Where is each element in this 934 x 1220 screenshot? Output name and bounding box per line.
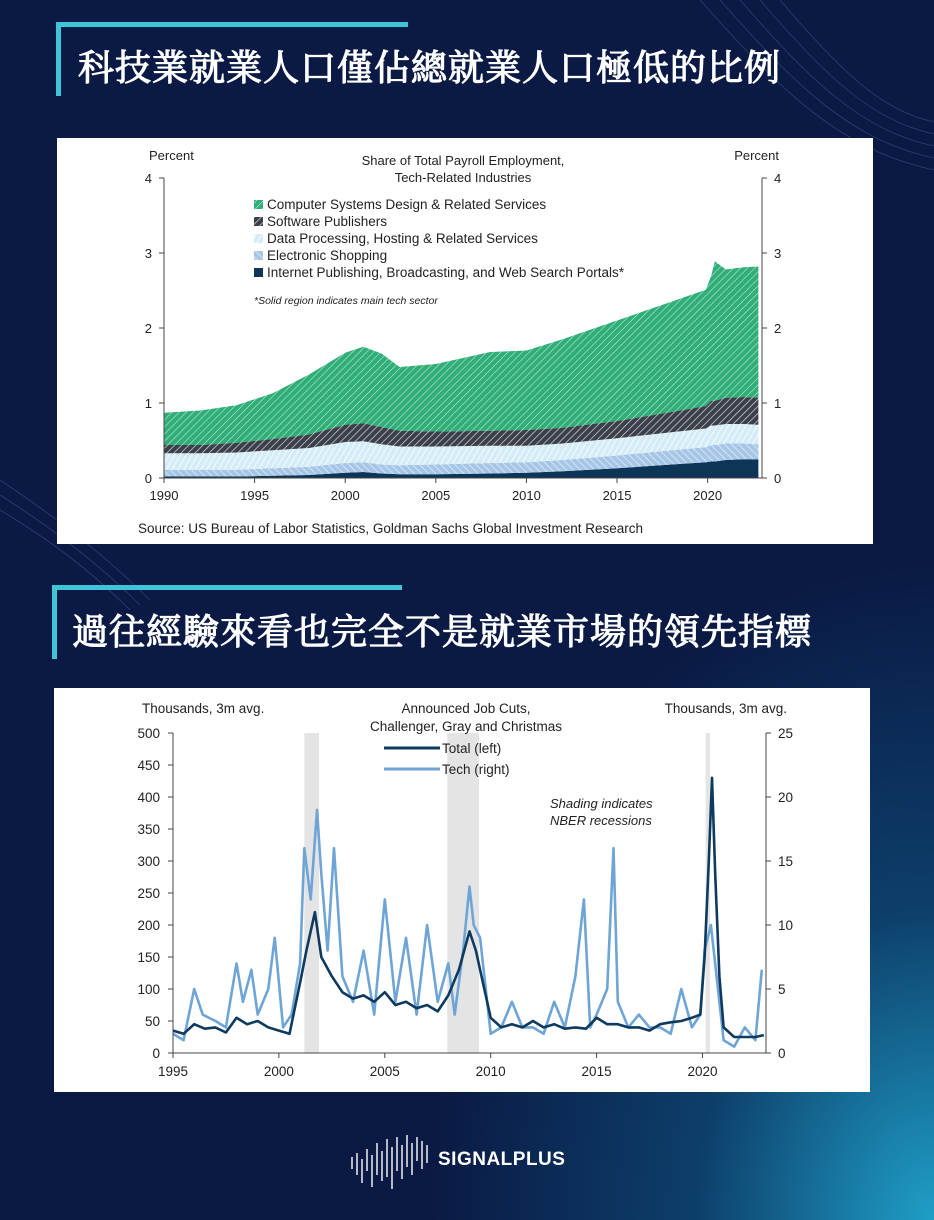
area-chart <box>57 138 873 544</box>
x-tick-label: 2010 <box>511 488 541 503</box>
x-tick-label: 2000 <box>263 1064 294 1079</box>
y-tick-label-right: 3 <box>774 246 782 261</box>
x-tick-label: 2000 <box>330 488 360 503</box>
heading-accent-bar <box>52 585 402 590</box>
y-axis-label-left: Thousands, 3m avg. <box>142 701 265 716</box>
y-tick-label-right: 0 <box>774 471 782 486</box>
page-title: 科技業就業人口僅佔總就業人口極低的比例 <box>78 48 782 89</box>
x-tick-label: 2020 <box>693 488 723 503</box>
x-tick-label: 2010 <box>475 1064 506 1079</box>
y-tick-label-right: 0 <box>778 1046 786 1061</box>
y-tick-label-left: 0 <box>144 471 152 486</box>
legend-label: Internet Publishing, Broadcasting, and Web Search Portals* <box>267 265 624 280</box>
y-tick-label-right: 25 <box>778 726 794 741</box>
y-tick-label-left: 2 <box>144 321 152 336</box>
x-tick-label: 1995 <box>240 488 270 503</box>
x-tick-label: 1990 <box>149 488 179 503</box>
y-tick-label-left: 250 <box>137 886 160 901</box>
x-tick-label: 2005 <box>421 488 451 503</box>
y-tick-label-left: 50 <box>144 1014 160 1029</box>
heading-accent-bar <box>56 22 61 96</box>
y-tick-label-left: 150 <box>137 950 160 965</box>
y-tick-label-left: 400 <box>137 790 160 805</box>
brand-name: SIGNALPLUS <box>438 1149 566 1170</box>
x-tick-label: 2020 <box>687 1064 718 1079</box>
y-tick-label-left: 100 <box>137 982 160 997</box>
x-tick-label: 1995 <box>157 1064 189 1079</box>
section-title: 過往經驗來看也完全不是就業市場的領先指標 <box>72 612 813 653</box>
chart-title: Tech-Related Industries <box>394 170 532 185</box>
legend-label: Computer Systems Design & Related Services <box>267 197 547 212</box>
legend-swatch <box>254 234 263 243</box>
y-axis-label-left: Percent <box>149 148 194 163</box>
x-tick-label: 2015 <box>581 1064 612 1079</box>
chart-note: *Solid region indicates main tech sector <box>254 295 438 307</box>
x-tick-label: 2015 <box>602 488 632 503</box>
legend-swatch <box>254 200 263 209</box>
y-tick-label-left: 0 <box>152 1046 160 1061</box>
y-tick-label-right: 20 <box>778 790 794 805</box>
y-tick-label-right: 4 <box>774 171 782 186</box>
recession-shading <box>447 733 479 1053</box>
y-tick-label-left: 500 <box>137 726 160 741</box>
chart-title: Challenger, Gray and Christmas <box>369 719 563 734</box>
y-tick-label-right: 15 <box>778 854 794 869</box>
y-tick-label-right: 10 <box>778 918 794 933</box>
chart-source: Source: US Bureau of Labor Statistics, Goldman Sachs Global Investment Research <box>138 521 643 536</box>
y-tick-label-right: 5 <box>778 982 786 997</box>
legend-label: Tech (right) <box>442 762 510 777</box>
legend-label: Software Publishers <box>267 214 388 229</box>
y-tick-label-left: 450 <box>137 758 160 773</box>
y-axis-label-right: Thousands, 3m avg. <box>664 701 787 716</box>
chart-annotation: NBER recessions <box>550 813 652 828</box>
y-tick-label-left: 3 <box>144 246 152 261</box>
chart-annotation: Shading indicates <box>550 796 653 811</box>
legend-label: Data Processing, Hosting & Related Services <box>267 231 538 246</box>
y-axis-label-right: Percent <box>734 148 779 163</box>
y-tick-label-right: 2 <box>774 321 782 336</box>
y-tick-label-left: 4 <box>144 171 152 186</box>
chart-title: Share of Total Payroll Employment, <box>361 153 565 168</box>
y-tick-label-left: 1 <box>144 396 152 411</box>
soundwave-icon <box>350 1131 434 1195</box>
heading-accent-bar <box>52 585 57 659</box>
legend-swatch <box>254 217 263 226</box>
legend-label: Electronic Shopping <box>267 248 388 263</box>
chart-panel-employment-share <box>57 138 873 544</box>
line-chart <box>54 688 870 1092</box>
chart-title: Announced Job Cuts, <box>401 701 531 716</box>
chart-panel-job-cuts <box>54 688 870 1092</box>
legend-swatch <box>254 251 263 260</box>
y-tick-label-left: 300 <box>137 854 160 869</box>
heading-accent-bar <box>56 22 408 27</box>
x-tick-label: 2005 <box>369 1064 400 1079</box>
legend-label: Total (left) <box>442 741 502 756</box>
legend-swatch <box>254 268 263 277</box>
y-tick-label-left: 350 <box>137 822 160 837</box>
y-tick-label-left: 200 <box>137 918 160 933</box>
brand-logo <box>350 1131 590 1195</box>
y-tick-label-right: 1 <box>774 396 782 411</box>
